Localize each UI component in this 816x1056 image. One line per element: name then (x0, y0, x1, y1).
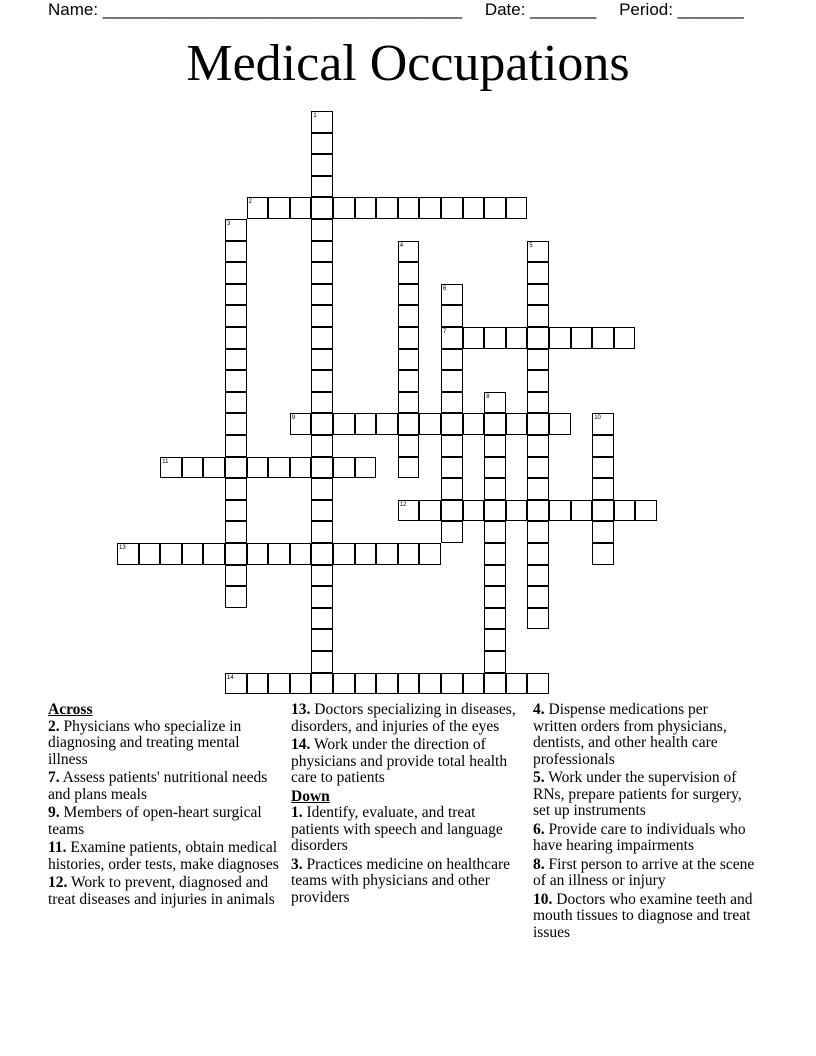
crossword-cell[interactable] (527, 349, 549, 371)
crossword-cell[interactable] (311, 305, 333, 327)
clue-number: 4. (533, 701, 545, 718)
crossword-cell[interactable] (592, 478, 614, 500)
crossword-cell[interactable] (225, 284, 247, 306)
clue-number: 5. (533, 769, 545, 786)
clue-text: Members of open-heart surgical teams (48, 804, 262, 838)
crossword-cell[interactable] (527, 543, 549, 565)
crossword-cell[interactable] (419, 673, 441, 695)
crossword-cell[interactable] (225, 370, 247, 392)
crossword-cell[interactable] (160, 543, 182, 565)
crossword-cell[interactable] (441, 370, 463, 392)
crossword-cell[interactable] (225, 543, 247, 565)
crossword-cell[interactable] (441, 327, 463, 349)
crossword-cell[interactable] (290, 197, 312, 219)
crossword-cell[interactable] (398, 413, 420, 435)
crossword-cell[interactable] (484, 197, 506, 219)
cell-number: 11 (162, 458, 169, 465)
clues-column-2 (291, 702, 527, 908)
crossword-cell[interactable] (268, 543, 290, 565)
crossword-cell[interactable] (527, 327, 549, 349)
crossword-cell[interactable] (527, 284, 549, 306)
crossword-cell[interactable] (311, 327, 333, 349)
crossword-cell[interactable] (355, 543, 377, 565)
crossword-cell[interactable] (441, 435, 463, 457)
crossword-cell[interactable] (355, 457, 377, 479)
crossword-cell[interactable] (484, 673, 506, 695)
date-field-label: Date: _______ (484, 0, 597, 19)
clue-number: 2. (48, 717, 60, 735)
clue-text: Dispense medications per written orders from physicians, dentists, and other health care professionals (533, 701, 727, 768)
cell-number: 8 (486, 393, 490, 400)
crossword-cell[interactable] (614, 327, 636, 349)
crossword-cell[interactable] (398, 370, 420, 392)
clue-number: 1. (291, 804, 303, 821)
cell-number: 2 (248, 199, 252, 206)
crossword-cell[interactable] (311, 521, 333, 543)
crossword-cell[interactable] (527, 521, 549, 543)
clues-column-1 (48, 702, 280, 910)
crossword-cell[interactable] (268, 457, 290, 479)
crossword-cell[interactable] (527, 565, 549, 587)
clue-number: 9. (48, 804, 60, 821)
crossword-cell[interactable] (506, 327, 528, 349)
crossword-cell[interactable] (160, 457, 182, 479)
cell-number: 5 (529, 242, 533, 249)
down-clues-list-2 (533, 702, 755, 941)
page-title: Medical Occupations (186, 35, 630, 92)
clue-number: 10. (533, 890, 553, 908)
crossword-cell[interactable] (506, 197, 528, 219)
crossword-cell[interactable] (225, 565, 247, 587)
crossword-cell[interactable] (571, 500, 593, 522)
crossword-cell[interactable] (225, 327, 247, 349)
crossword-cell[interactable] (247, 457, 269, 479)
crossword-cell[interactable] (484, 521, 506, 543)
crossword-cell[interactable] (592, 500, 614, 522)
crossword-cell[interactable] (484, 457, 506, 479)
crossword-cell[interactable] (527, 241, 549, 263)
crossword-cell[interactable] (527, 305, 549, 327)
crossword-cell[interactable] (376, 673, 398, 695)
clue-text: First person to arrive at the scene of an illness or injury (533, 855, 755, 889)
crossword-cell[interactable] (527, 413, 549, 435)
crossword-cell[interactable] (527, 262, 549, 284)
clue-number: 11. (48, 839, 67, 856)
clue-item (291, 702, 527, 735)
across-clues-list-1 (48, 719, 280, 909)
crossword-cell[interactable] (484, 392, 506, 414)
crossword-cell[interactable] (311, 284, 333, 306)
crossword-cell[interactable] (441, 457, 463, 479)
crossword-cell[interactable] (484, 500, 506, 522)
crossword-cell[interactable] (549, 413, 571, 435)
crossword-cell[interactable] (441, 673, 463, 695)
crossword-cell[interactable] (311, 197, 333, 219)
crossword-cell[interactable] (419, 543, 441, 565)
across-clues-list-2 (291, 702, 527, 787)
cell-number: 6 (443, 285, 447, 292)
crossword-cell[interactable] (225, 457, 247, 479)
crossword-cell[interactable] (398, 392, 420, 414)
crossword-cell[interactable] (117, 543, 139, 565)
crossword-cell[interactable] (225, 435, 247, 457)
crossword-cell[interactable] (398, 457, 420, 479)
crossword-cell[interactable] (398, 435, 420, 457)
name-field-label: Name: ______________________________________ (48, 0, 463, 19)
crossword-cell[interactable] (484, 608, 506, 630)
crossword-cell[interactable] (333, 673, 355, 695)
crossword-cell[interactable] (484, 651, 506, 673)
crossword-cell[interactable] (333, 543, 355, 565)
cell-number: 13 (119, 545, 126, 551)
crossword-cell[interactable] (592, 543, 614, 565)
crossword-cell[interactable] (484, 629, 506, 651)
crossword-cell[interactable] (311, 176, 333, 198)
clue-text: Physicians who specialize in diagnosing and treating mental illness (48, 717, 242, 768)
crossword-cell[interactable] (441, 197, 463, 219)
crossword-cell[interactable] (398, 262, 420, 284)
crossword-cell[interactable] (635, 500, 657, 522)
crossword-cell[interactable] (225, 500, 247, 522)
crossword-cell[interactable] (419, 413, 441, 435)
clue-text: Practices medicine on healthcare teams with physicians and other providers (291, 855, 511, 906)
crossword-cell[interactable] (355, 673, 377, 695)
across-heading: Across (48, 701, 93, 718)
crossword-cell[interactable] (311, 262, 333, 284)
crossword-cell[interactable] (549, 327, 571, 349)
crossword-cell[interactable] (506, 673, 528, 695)
clue-item (291, 857, 527, 907)
clue-text: Work under the supervision of RNs, prepare patients for surgery, set up instruments (533, 769, 742, 819)
crossword-cell[interactable] (355, 413, 377, 435)
crossword-cell[interactable] (311, 651, 333, 673)
clues-column-3 (533, 702, 755, 943)
crossword-cell[interactable] (311, 219, 333, 241)
crossword-cell[interactable] (225, 673, 247, 695)
crossword-cell[interactable] (225, 413, 247, 435)
crossword-cell[interactable] (527, 673, 549, 695)
crossword-cell[interactable] (463, 197, 485, 219)
crossword-cell[interactable] (398, 284, 420, 306)
clue-item (291, 805, 527, 855)
clue-number: 7. (48, 769, 60, 786)
crossword-cell[interactable] (463, 500, 485, 522)
clue-item (533, 857, 755, 890)
crossword-cell[interactable] (398, 673, 420, 695)
clue-text: Identify, evaluate, and treat patients with speech and language disorders (291, 804, 503, 854)
crossword-cell[interactable] (225, 478, 247, 500)
cell-number: 1 (313, 113, 317, 119)
crossword-cell[interactable] (463, 327, 485, 349)
crossword-cell[interactable] (592, 413, 614, 435)
crossword-cell[interactable] (311, 349, 333, 371)
crossword-cell[interactable] (311, 111, 333, 133)
period-field-label: Period: _______ (619, 0, 744, 19)
crossword-cell[interactable] (311, 133, 333, 155)
crossword-cell[interactable] (592, 435, 614, 457)
crossword-cell[interactable] (247, 543, 269, 565)
clue-item (48, 840, 280, 873)
clue-item (533, 892, 755, 942)
crossword-cell[interactable] (225, 305, 247, 327)
crossword-cell[interactable] (247, 197, 269, 219)
crossword-cell[interactable] (225, 392, 247, 414)
crossword-cell[interactable] (203, 457, 225, 479)
crossword-cell[interactable] (484, 586, 506, 608)
crossword-cell[interactable] (398, 349, 420, 371)
crossword-cell[interactable] (419, 500, 441, 522)
crossword-cell[interactable] (441, 478, 463, 500)
crossword-cell[interactable] (441, 305, 463, 327)
clue-text: Doctors who examine teeth and mouth tissues to diagnose and treat issues (533, 890, 753, 941)
clue-number: 14. (291, 736, 311, 753)
crossword-cell[interactable] (290, 673, 312, 695)
crossword-cell[interactable] (484, 543, 506, 565)
clue-item (48, 770, 280, 803)
clue-text: Work to prevent, diagnosed and treat diseases and injuries in animals (48, 874, 275, 908)
crossword-cell[interactable] (398, 543, 420, 565)
clue-item (48, 875, 280, 908)
crossword-cell[interactable] (527, 608, 549, 630)
crossword-cell[interactable] (441, 413, 463, 435)
crossword-cell[interactable] (463, 673, 485, 695)
crossword-cell[interactable] (484, 478, 506, 500)
crossword-cell[interactable] (311, 565, 333, 587)
cell-number: 7 (443, 329, 447, 335)
crossword-cell[interactable] (311, 154, 333, 176)
crossword-cell[interactable] (311, 241, 333, 263)
crossword-cell[interactable] (419, 197, 441, 219)
crossword-cell[interactable] (441, 392, 463, 414)
crossword-cell[interactable] (311, 392, 333, 414)
crossword-cell[interactable] (527, 435, 549, 457)
crossword-cell[interactable] (398, 327, 420, 349)
crossword-cell[interactable] (290, 543, 312, 565)
crossword-cell[interactable] (441, 500, 463, 522)
crossword-cell[interactable] (398, 305, 420, 327)
crossword-cell[interactable] (268, 673, 290, 695)
crossword-cell[interactable] (311, 500, 333, 522)
clue-number: 8. (533, 855, 545, 873)
crossword-cell[interactable] (506, 500, 528, 522)
crossword-cell[interactable] (311, 457, 333, 479)
clue-item (291, 737, 527, 787)
crossword-cell[interactable] (592, 521, 614, 543)
clue-text: Doctors specializing in diseases, disorders, and injuries of the eyes (291, 701, 516, 735)
clue-text: Assess patients' nutritional needs and plans meals (48, 769, 268, 803)
crossword-cell[interactable] (484, 327, 506, 349)
crossword-cell[interactable] (484, 565, 506, 587)
crossword-cell[interactable] (139, 543, 161, 565)
crossword-cell[interactable] (225, 521, 247, 543)
cell-number: 12 (399, 501, 407, 508)
crossword-cell[interactable] (333, 197, 355, 219)
clue-item (533, 822, 755, 855)
crossword-cell[interactable] (527, 586, 549, 608)
crossword-cell[interactable] (527, 478, 549, 500)
crossword-cell[interactable] (441, 284, 463, 306)
crossword-cell[interactable] (203, 543, 225, 565)
crossword-cell[interactable] (463, 413, 485, 435)
crossword-cell[interactable] (290, 413, 312, 435)
crossword-cell[interactable] (311, 435, 333, 457)
clue-text: Work under the direction of physicians and provide total health care to patients (291, 736, 508, 786)
clue-text: Provide care to individuals who have hearing impairments (533, 820, 746, 854)
clue-number: 12. (48, 874, 68, 891)
crossword-cell[interactable] (592, 327, 614, 349)
crossword-cell[interactable] (311, 370, 333, 392)
crossword-cell[interactable] (311, 586, 333, 608)
crossword-cell[interactable] (614, 500, 636, 522)
crossword-cell[interactable] (527, 370, 549, 392)
crossword-cell[interactable] (398, 241, 420, 263)
clue-item (48, 719, 280, 769)
student-info-header (48, 0, 762, 20)
crossword-cell[interactable] (247, 673, 269, 695)
clue-item (533, 702, 755, 768)
crossword-cell[interactable] (398, 197, 420, 219)
crossword-cell[interactable] (311, 608, 333, 630)
clue-number: 13. (291, 701, 311, 718)
crossword-cell[interactable] (571, 327, 593, 349)
crossword-cell[interactable] (355, 197, 377, 219)
clue-number: 6. (533, 820, 545, 838)
cell-number: 4 (399, 242, 404, 249)
cell-number: 3 (227, 221, 231, 227)
crossword-cell[interactable] (527, 500, 549, 522)
crossword-cell[interactable] (376, 197, 398, 219)
crossword-cell[interactable] (290, 457, 312, 479)
crossword-cell[interactable] (592, 457, 614, 479)
crossword-cell[interactable] (527, 457, 549, 479)
crossword-cell[interactable] (311, 673, 333, 695)
cell-number: 14 (227, 674, 234, 681)
crossword-cell[interactable] (527, 392, 549, 414)
down-heading: Down (291, 787, 330, 805)
crossword-cell[interactable] (549, 500, 571, 522)
clue-item (48, 805, 280, 838)
cell-number: 9 (291, 415, 296, 422)
crossword-cell[interactable] (182, 457, 204, 479)
crossword-cell[interactable] (225, 241, 247, 263)
crossword-cell[interactable] (225, 586, 247, 608)
down-clues-list-1 (291, 805, 527, 906)
clue-number: 3. (291, 855, 303, 873)
crossword-cell[interactable] (484, 435, 506, 457)
crossword-cell[interactable] (182, 543, 204, 565)
crossword-cell[interactable] (398, 500, 420, 522)
crossword-cell[interactable] (311, 478, 333, 500)
crossword-cell[interactable] (311, 543, 333, 565)
crossword-cell[interactable] (268, 197, 290, 219)
clue-text: Examine patients, obtain medical histories, order tests, make diagnoses (48, 839, 279, 873)
crossword-cell[interactable] (311, 629, 333, 651)
clue-item (533, 770, 755, 820)
crossword-cell[interactable] (376, 543, 398, 565)
crossword-cell[interactable] (441, 521, 463, 543)
crossword-cell[interactable] (441, 349, 463, 371)
crossword-cell[interactable] (333, 457, 355, 479)
crossword-cell[interactable] (506, 413, 528, 435)
crossword-cell[interactable] (376, 413, 398, 435)
crossword-cell[interactable] (225, 219, 247, 241)
crossword-cell[interactable] (225, 349, 247, 371)
crossword-cell[interactable] (333, 413, 355, 435)
crossword-cell[interactable] (311, 413, 333, 435)
crossword-cell[interactable] (225, 262, 247, 284)
cell-number: 10 (594, 415, 601, 422)
crossword-cell[interactable] (484, 413, 506, 435)
